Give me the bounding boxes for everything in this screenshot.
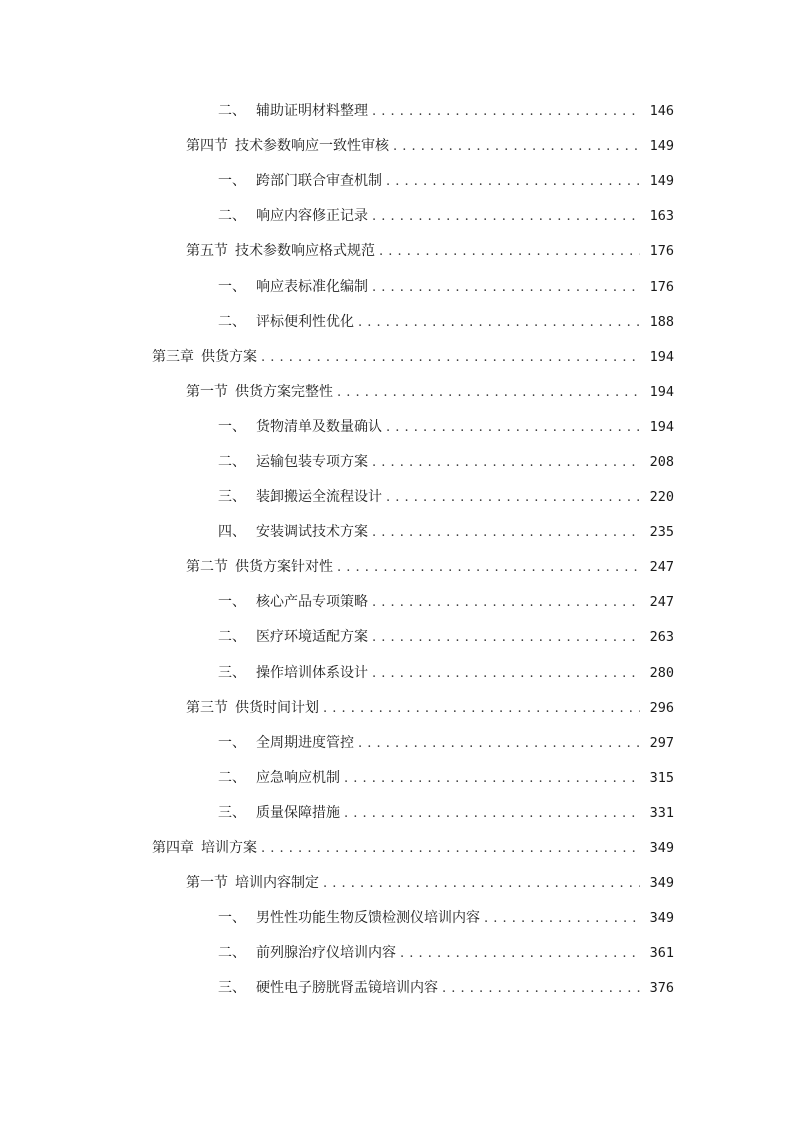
toc-entry-page: 149: [649, 138, 674, 155]
toc-entry-title: 技术参数响应一致性审核: [235, 138, 389, 155]
toc-entry-page: 149: [649, 173, 674, 190]
toc-entry-title: 培训方案: [201, 840, 257, 857]
toc-entry-title: 供货方案: [201, 348, 257, 365]
toc-entry-title: 供货方案完整性: [235, 383, 333, 400]
dot-leader: [337, 375, 640, 410]
toc-entry[interactable]: [0, 796, 793, 831]
toc-entry-page: 349: [649, 875, 674, 892]
toc-entry[interactable]: [0, 761, 793, 796]
toc-entry-title: 硬性电子膀胱肾盂镜培训内容: [256, 980, 438, 997]
toc-entry-title: 技术参数响应格式规范: [235, 243, 375, 260]
toc-entry-title: 男性性功能生物反馈检测仪培训内容: [256, 910, 480, 927]
dot-leader: [372, 515, 640, 550]
toc-entry-page: 263: [649, 629, 674, 646]
toc-entry-title: 全周期进度管控: [256, 734, 354, 751]
dot-leader: [400, 936, 640, 971]
toc-entry-number: 二、: [218, 208, 246, 225]
toc-entry-number: 第四节: [186, 138, 228, 155]
toc-entry-number: 三、: [218, 664, 246, 681]
toc-entry[interactable]: [0, 620, 793, 655]
toc-entry-number: 一、: [218, 910, 246, 927]
dot-leader: [372, 445, 640, 480]
toc-entry-number: 二、: [218, 453, 246, 470]
toc-entry[interactable]: [0, 340, 793, 375]
dot-leader: [372, 656, 640, 691]
toc-entry-number: 二、: [218, 629, 246, 646]
dot-leader: [372, 585, 640, 620]
toc-entry[interactable]: [0, 866, 793, 901]
toc-entry-title: 操作培训体系设计: [256, 664, 368, 681]
toc-entry[interactable]: [0, 234, 793, 269]
toc-entry-number: 第一节: [186, 875, 228, 892]
toc-entry-title: 质量保障措施: [256, 804, 340, 821]
dot-leader: [323, 866, 640, 901]
toc-entry-number: 三、: [218, 804, 246, 821]
toc-entry[interactable]: [0, 94, 793, 129]
toc-entry-number: 二、: [218, 769, 246, 786]
toc-entry-page: 315: [649, 769, 674, 786]
toc-entry-number: 第一节: [186, 383, 228, 400]
dot-leader: [323, 691, 640, 726]
toc-entry[interactable]: [0, 550, 793, 585]
toc-entry-page: 194: [649, 348, 674, 365]
toc-entry-number: 第五节: [186, 243, 228, 260]
toc-entry-page: 146: [649, 103, 674, 120]
toc-entry-page: 349: [649, 910, 674, 927]
dot-leader: [344, 761, 640, 796]
toc-entry-page: 208: [649, 453, 674, 470]
toc-entry-number: 一、: [218, 278, 246, 295]
toc-entry[interactable]: [0, 831, 793, 866]
dot-leader: [337, 550, 640, 585]
toc-entry[interactable]: [0, 129, 793, 164]
toc-entry[interactable]: [0, 480, 793, 515]
toc-entry-number: 二、: [218, 103, 246, 120]
toc-entry-number: 四、: [218, 524, 246, 541]
dot-leader: [344, 796, 640, 831]
dot-leader: [386, 410, 640, 445]
toc-entry-number: 一、: [218, 418, 246, 435]
toc-entry-title: 响应表标准化编制: [256, 278, 368, 295]
toc-entry[interactable]: [0, 585, 793, 620]
toc-entry-title: 应急响应机制: [256, 769, 340, 786]
toc-entry[interactable]: [0, 901, 793, 936]
dot-leader: [372, 94, 640, 129]
toc-entry-number: 第三章: [152, 348, 194, 365]
toc-entry-title: 医疗环境适配方案: [256, 629, 368, 646]
toc-entry-page: 349: [649, 840, 674, 857]
toc-entry[interactable]: [0, 445, 793, 480]
toc-entry[interactable]: [0, 410, 793, 445]
toc-entry-page: 247: [649, 559, 674, 576]
toc-entry-page: 297: [649, 734, 674, 751]
toc-entry-page: 235: [649, 524, 674, 541]
toc-entry-page: 176: [649, 243, 674, 260]
toc-entry-page: 188: [649, 313, 674, 330]
dot-leader: [386, 480, 640, 515]
toc-entry-number: 一、: [218, 594, 246, 611]
dot-leader: [484, 901, 640, 936]
toc-entry-title: 培训内容制定: [235, 875, 319, 892]
dot-leader: [393, 129, 640, 164]
dot-leader: [372, 620, 640, 655]
table-of-contents: [0, 94, 793, 1006]
toc-entry-number: 一、: [218, 734, 246, 751]
toc-entry-number: 第三节: [186, 699, 228, 716]
toc-entry-title: 响应内容修正记录: [256, 208, 368, 225]
toc-entry[interactable]: [0, 269, 793, 304]
dot-leader: [261, 831, 640, 866]
toc-entry[interactable]: [0, 936, 793, 971]
dot-leader: [386, 164, 640, 199]
toc-entry[interactable]: [0, 726, 793, 761]
toc-entry[interactable]: [0, 375, 793, 410]
dot-leader: [372, 270, 640, 305]
toc-entry[interactable]: [0, 515, 793, 550]
toc-entry[interactable]: [0, 971, 793, 1006]
toc-entry-number: 三、: [218, 489, 246, 506]
dot-leader: [442, 971, 640, 1006]
toc-entry-page: 296: [649, 699, 674, 716]
toc-entry-title: 辅助证明材料整理: [256, 103, 368, 120]
toc-entry-page: 331: [649, 804, 674, 821]
toc-entry-page: 376: [649, 980, 674, 997]
toc-entry-number: 二、: [218, 313, 246, 330]
toc-entry-number: 第二节: [186, 559, 228, 576]
toc-entry[interactable]: [0, 691, 793, 726]
toc-entry-number: 三、: [218, 980, 246, 997]
toc-entry-title: 前列腺治疗仪培训内容: [256, 945, 396, 962]
toc-entry-page: 163: [649, 208, 674, 225]
dot-leader: [358, 726, 640, 761]
toc-entry-title: 评标便利性优化: [256, 313, 354, 330]
toc-entry[interactable]: [0, 199, 793, 234]
toc-entry-title: 供货方案针对性: [235, 559, 333, 576]
toc-entry-page: 176: [649, 278, 674, 295]
toc-entry-title: 运输包装专项方案: [256, 453, 368, 470]
toc-entry-title: 跨部门联合审查机制: [256, 173, 382, 190]
toc-entry[interactable]: [0, 656, 793, 691]
toc-entry[interactable]: [0, 164, 793, 199]
toc-entry-number: 二、: [218, 945, 246, 962]
dot-leader: [261, 340, 640, 375]
toc-entry-page: 194: [649, 383, 674, 400]
toc-entry-page: 361: [649, 945, 674, 962]
toc-entry-page: 280: [649, 664, 674, 681]
toc-entry-page: 220: [649, 489, 674, 506]
dot-leader: [372, 199, 640, 234]
toc-entry-number: 一、: [218, 173, 246, 190]
toc-entry-title: 核心产品专项策略: [256, 594, 368, 611]
toc-entry-number: 第四章: [152, 840, 194, 857]
toc-entry-title: 货物清单及数量确认: [256, 418, 382, 435]
toc-entry-title: 供货时间计划: [235, 699, 319, 716]
toc-entry-title: 装卸搬运全流程设计: [256, 489, 382, 506]
dot-leader: [379, 234, 640, 269]
toc-entry-title: 安装调试技术方案: [256, 524, 368, 541]
toc-entry[interactable]: [0, 305, 793, 340]
dot-leader: [358, 305, 640, 340]
toc-entry-page: 194: [649, 418, 674, 435]
toc-entry-page: 247: [649, 594, 674, 611]
